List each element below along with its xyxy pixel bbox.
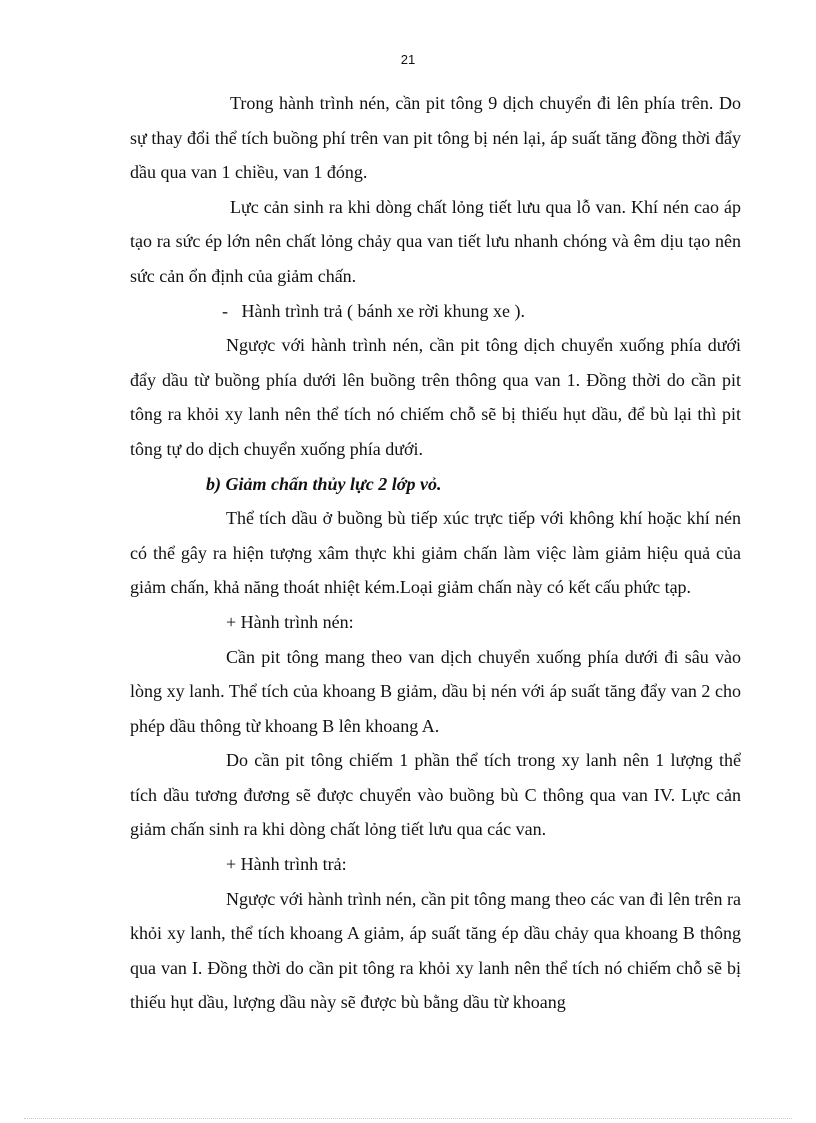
paragraph-return-detail: Ngược với hành trình nén, cần pit tông mang theo các van đi lên trên ra khỏi xy lanh, thể tích khoang A giảm, áp suất tăng ép dầu chảy qua khoang B thông qua van I. Đồng thời do cần pit tông ra khỏi xy lanh nên thể tích nó chiếm chỗ sẽ bị thiếu hụt dầu, lượng dầu này sẽ được bù bằng dầu từ khoang bbox=[130, 888, 741, 1013]
subheading-return: + Hành trình trả: bbox=[226, 854, 347, 875]
document-body bbox=[130, 86, 741, 1020]
subheading-compression: + Hành trình nén: bbox=[226, 611, 354, 632]
paragraph-resistance-force: Lực cản sinh ra khi dòng chất lỏng tiết lưu qua lỗ van. Khí nén cao áp tạo ra sức ép lớn nên chất lỏng chảy qua van tiết lưu nhanh chóng và êm dịu tạo nên sức cản ổn định của giảm chấn. bbox=[130, 196, 741, 286]
paragraph-compensation-chamber: Do cần pit tông chiếm 1 phần thể tích trong xy lanh nên 1 lượng thể tích dầu tương đương sẽ được chuyển vào buồng bù C thông qua van IV. Lực cản giảm chấn sinh ra khi dòng chất lỏng tiết lưu qua các van. bbox=[130, 750, 741, 840]
paragraph-twin-tube-intro: Thể tích dầu ở buồng bù tiếp xúc trực tiếp với không khí hoặc khí nén có thể gây ra hiện tượng xâm thực khi giảm chấn làm việc làm giảm hiệu quả của giảm chấn, khả năng thoát nhiệt kém.Loại giảm chấn này có kết cấu phức tạp. bbox=[130, 508, 741, 598]
list-item-return-stroke bbox=[130, 294, 741, 329]
list-item-text: Hành trình trả ( bánh xe rời khung xe ). bbox=[241, 300, 525, 321]
paragraph-return-stroke: Ngược với hành trình nén, cần pit tông dịch chuyển xuống phía dưới đẩy dầu từ buồng phía dưới lên buồng trên thông qua van 1. Đồng thời do cần pit tông ra khỏi xy lanh nên thể tích nó chiếm chỗ sẽ bị thiếu hụt dầu, để bù lại thì pit tông tự do dịch chuyển xuống phía dưới. bbox=[130, 335, 741, 459]
page-number: 21 bbox=[400, 52, 416, 67]
paragraph-compression-stroke: Trong hành trình nén, cần pit tông 9 dịch chuyển đi lên phía trên. Do sự thay đổi thể tích buồng phí trên van pit tông bị nén lại, áp suất tăng đồng thời đẩy dầu qua van 1 chiều, van 1 đóng. bbox=[130, 93, 741, 183]
footer-divider bbox=[24, 1118, 792, 1119]
section-heading-b: b) Giảm chấn thủy lực 2 lớp vỏ. bbox=[206, 473, 442, 494]
paragraph-compression-detail: Cần pit tông mang theo van dịch chuyển xuống phía dưới đi sâu vào lòng xy lanh. Thể tích của khoang B giảm, dầu bị nén với áp suất tăng đẩy van 2 cho phép dầu thông từ khoang B lên khoang A. bbox=[130, 646, 741, 736]
list-marker: - bbox=[222, 300, 228, 321]
